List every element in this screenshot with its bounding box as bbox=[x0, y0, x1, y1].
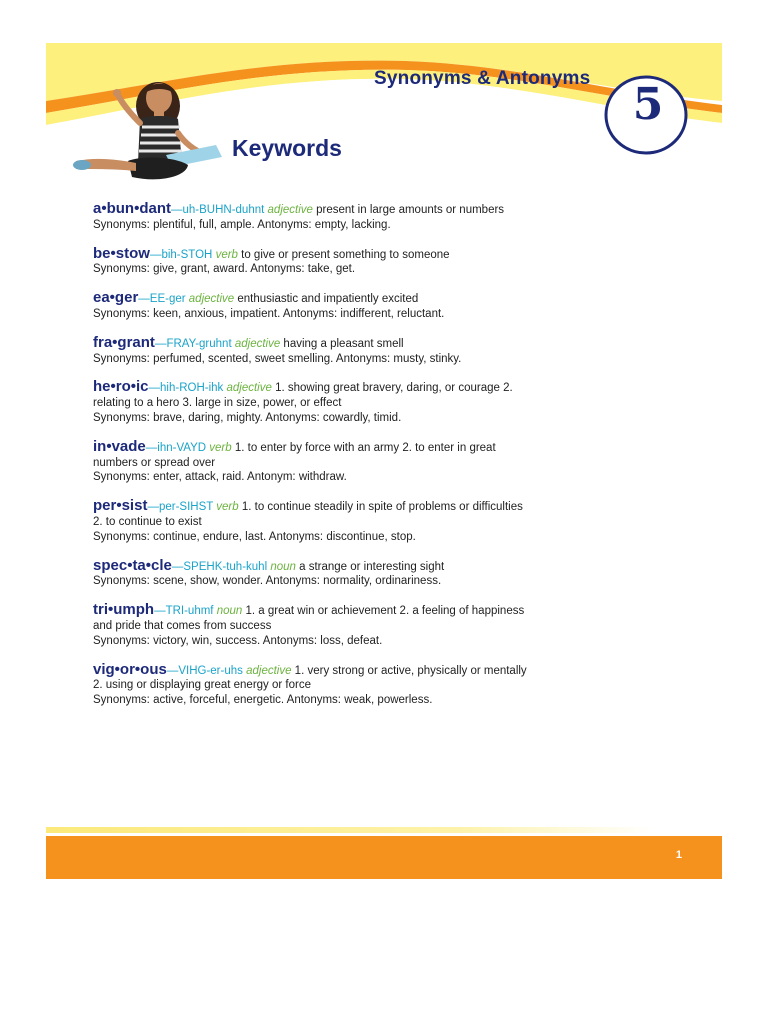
keyword-pronunciation: —EE-ger bbox=[138, 293, 186, 306]
keyword-part-of-speech: adjective bbox=[267, 204, 313, 216]
keyword-definition: 1. to enter by force with an army 2. to enter in great numbers or spread over bbox=[93, 441, 496, 469]
keyword-pronunciation: —hih-ROH-ihk bbox=[148, 382, 224, 395]
keyword-part-of-speech: verb bbox=[209, 441, 232, 454]
keyword-entry bbox=[93, 437, 533, 485]
header-swoosh-graphic bbox=[46, 43, 722, 193]
keyword-part-of-speech: noun bbox=[216, 605, 243, 618]
keyword-definition: present in large amounts or numbers bbox=[312, 204, 505, 216]
keyword-pronunciation: —ihn-VAYD bbox=[145, 441, 207, 454]
keyword-synonyms: Synonyms: continue, endure, last. Antonyms: discontinue, stop. bbox=[93, 530, 416, 543]
keyword-part-of-speech: adjective bbox=[226, 382, 272, 395]
keyword-list bbox=[93, 202, 533, 722]
keyword-synonyms: Synonyms: brave, daring, mighty. Antonyms: cowardly, timid. bbox=[93, 411, 402, 424]
keyword-definition: 1. to continue steadily in spite of problems or difficulties 2. to continue to exist bbox=[93, 501, 523, 528]
keyword-pronunciation: —bih-STOH bbox=[149, 248, 213, 261]
keyword-definition: 1. very strong or active, physically or mentally 2. using or displaying great energy or force bbox=[93, 664, 527, 692]
keyword-synonyms: Synonyms: victory, win, success. Antonyms: loss, defeat. bbox=[93, 634, 383, 647]
keyword-definition: 1. a great win or achievement 2. a feeling of happiness and pride that comes from success bbox=[93, 605, 525, 632]
textbook-page bbox=[46, 43, 722, 879]
keyword-entry bbox=[93, 333, 533, 367]
keyword-synonyms: Synonyms: scene, show, wonder. Antonyms: normality, ordinariness. bbox=[93, 575, 442, 588]
keyword-word: spec•ta•cle bbox=[93, 556, 172, 574]
keyword-word: a•bun•dant bbox=[93, 200, 171, 217]
keyword-synonyms: Synonyms: perfumed, scented, sweet smelling. Antonyms: musty, stinky. bbox=[93, 352, 462, 365]
keyword-pronunciation: —VIHG-er-uhs bbox=[166, 664, 243, 677]
keyword-word: he•ro•ic bbox=[93, 378, 149, 396]
keyword-entry bbox=[93, 499, 533, 544]
keyword-synonyms: Synonyms: plentiful, full, ample. Antonyms: empty, lacking. bbox=[93, 218, 391, 231]
keyword-synonyms: Synonyms: give, grant, award. Antonyms: take, get. bbox=[93, 263, 356, 276]
keyword-pronunciation: —uh-BUHN-duhnt bbox=[171, 204, 265, 216]
footer-band bbox=[46, 836, 722, 879]
keyword-word: ea•ger bbox=[93, 289, 139, 307]
keyword-entry bbox=[93, 660, 533, 708]
keyword-definition: 1. showing great bravery, daring, or courage 2. relating to a hero 3. large in size, power, or effect bbox=[93, 382, 513, 410]
keyword-entry bbox=[93, 244, 533, 278]
page-number: 1 bbox=[675, 849, 682, 861]
section-heading: Keywords bbox=[232, 135, 342, 161]
keyword-word: in•vade bbox=[93, 437, 146, 455]
keyword-word: fra•grant bbox=[93, 333, 155, 351]
keyword-entry bbox=[93, 380, 533, 425]
header-banner bbox=[46, 43, 722, 193]
keyword-definition: enthusiastic and impatiently excited bbox=[234, 293, 419, 306]
keyword-part-of-speech: adjective bbox=[234, 337, 281, 350]
keyword-part-of-speech: adjective bbox=[188, 293, 235, 306]
keyword-pronunciation: —SPEHK-tuh-kuhl bbox=[171, 560, 268, 573]
keyword-entry bbox=[93, 556, 533, 590]
keyword-word: per•sist bbox=[93, 497, 148, 515]
keyword-part-of-speech: verb bbox=[215, 248, 238, 261]
keyword-synonyms: Synonyms: keen, anxious, impatient. Antonyms: indifferent, reluctant. bbox=[93, 307, 445, 320]
keyword-entry bbox=[93, 603, 533, 648]
keyword-word: tri•umph bbox=[93, 601, 155, 619]
keyword-part-of-speech: adjective bbox=[246, 664, 292, 677]
keyword-word: vig•or•ous bbox=[93, 660, 167, 678]
keyword-part-of-speech: noun bbox=[270, 560, 296, 573]
keyword-word: be•stow bbox=[93, 244, 150, 262]
keyword-definition: to give or present something to someone bbox=[237, 248, 450, 261]
keyword-synonyms: Synonyms: enter, attack, raid. Antonym: withdraw. bbox=[93, 471, 347, 484]
keyword-pronunciation: —per-SIHST bbox=[147, 501, 214, 514]
keyword-definition: having a pleasant smell bbox=[280, 337, 404, 350]
keyword-pronunciation: —TRI-uhmf bbox=[154, 605, 214, 618]
keyword-definition: a strange or interesting sight bbox=[295, 560, 445, 573]
keyword-part-of-speech: verb bbox=[216, 501, 239, 514]
keyword-pronunciation: —FRAY-gruhnt bbox=[154, 337, 232, 350]
chapter-number: 5 bbox=[632, 79, 664, 130]
chapter-title: Synonyms & Antonyms bbox=[374, 68, 591, 89]
keyword-entry bbox=[93, 291, 533, 322]
keyword-entry bbox=[93, 202, 533, 233]
footer-stripe bbox=[46, 827, 722, 833]
keyword-synonyms: Synonyms: active, forceful, energetic. Antonyms: weak, powerless. bbox=[93, 694, 433, 707]
